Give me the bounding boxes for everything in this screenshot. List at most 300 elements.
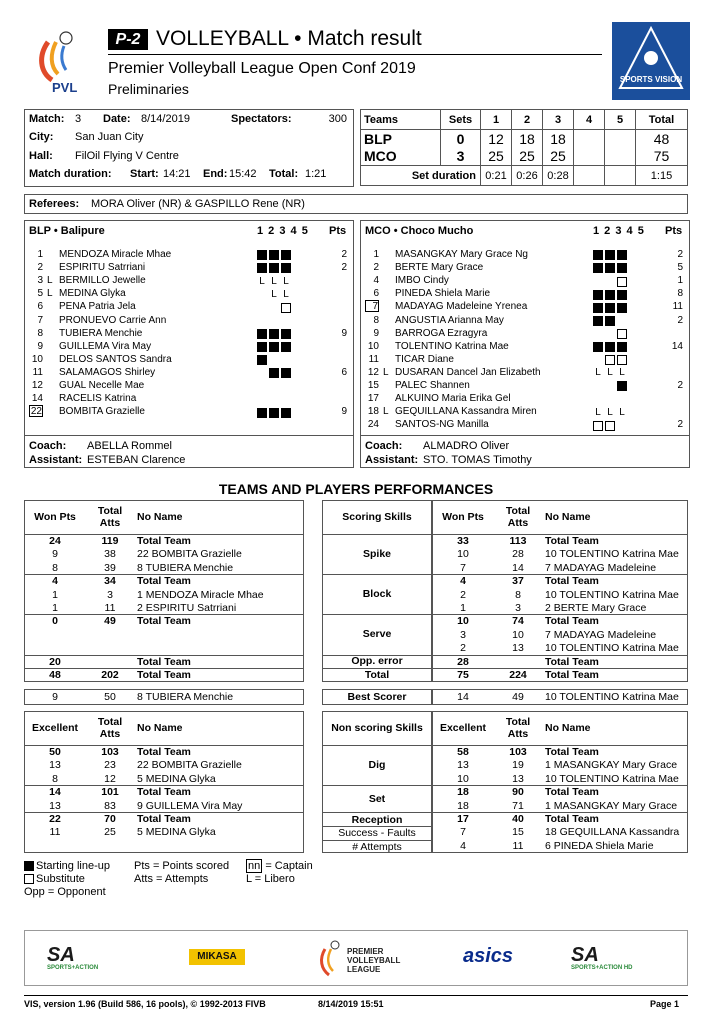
starting-square-icon bbox=[593, 250, 603, 260]
player-name: GUAL Necelle Mae bbox=[59, 380, 145, 391]
city-value: San Juan City bbox=[75, 131, 144, 143]
set-participation bbox=[257, 367, 293, 380]
hdr-set3: 3 bbox=[543, 110, 574, 130]
perf-value: 18 bbox=[457, 786, 469, 799]
player-number: 4 bbox=[373, 275, 379, 287]
skill-column-frame bbox=[322, 711, 432, 853]
player-name: MEDINA Glyka bbox=[59, 288, 126, 300]
player-points: 2 bbox=[677, 314, 683, 326]
right-table-frame bbox=[432, 711, 688, 853]
match-label: Match: bbox=[29, 113, 65, 125]
perf-value: 14 bbox=[512, 561, 524, 574]
player-row bbox=[361, 379, 689, 392]
perf-value: 8 bbox=[52, 772, 58, 785]
set-participation bbox=[257, 328, 293, 341]
starting-square-icon bbox=[281, 263, 291, 273]
set-participation bbox=[593, 419, 617, 432]
player-points: 2 bbox=[677, 419, 683, 431]
set-participation bbox=[593, 262, 629, 275]
team-a-assistant-label: Assistant: bbox=[29, 454, 83, 466]
set-participation bbox=[257, 288, 293, 301]
perf-name: Total Team bbox=[137, 655, 191, 668]
team-a-coach: ABELLA Rommel bbox=[87, 440, 172, 452]
starting-square-icon bbox=[605, 263, 615, 273]
libero-mark: L bbox=[283, 288, 289, 300]
player-row bbox=[25, 353, 353, 366]
set-duration-row bbox=[361, 166, 688, 186]
legend bbox=[24, 858, 424, 904]
perf-name: Total Team bbox=[545, 786, 599, 799]
starting-square-icon bbox=[593, 303, 603, 313]
set-participation bbox=[257, 301, 293, 314]
best-scorer-label: Best Scorer bbox=[347, 691, 407, 704]
legend-starting: Starting line-up bbox=[36, 860, 110, 872]
perf-value: 90 bbox=[512, 786, 524, 799]
starting-square-icon bbox=[605, 342, 615, 352]
player-points: 2 bbox=[677, 249, 683, 260]
player-row bbox=[361, 300, 689, 313]
starting-square-icon bbox=[605, 303, 615, 313]
skill-label: Dig bbox=[368, 759, 386, 772]
perf-name: Total Team bbox=[137, 746, 191, 758]
perf-value: 4 bbox=[460, 839, 466, 852]
asics-logo: asics bbox=[463, 945, 514, 967]
sports-vision-logo bbox=[612, 22, 690, 100]
perf-value: 24 bbox=[49, 535, 61, 547]
start-time: 14:21 bbox=[163, 168, 191, 180]
starting-square-icon bbox=[24, 861, 34, 871]
starting-square-icon bbox=[605, 250, 615, 260]
player-number: 15 bbox=[367, 380, 379, 391]
player-name: ALKUINO Maria Erika Gel bbox=[395, 393, 511, 405]
perf-value: 1 bbox=[460, 601, 466, 614]
perf-value: 7 bbox=[460, 826, 466, 839]
hdr-total: Total bbox=[636, 110, 688, 130]
starting-square-icon bbox=[593, 342, 603, 352]
substitute-square-icon bbox=[593, 421, 603, 431]
date-label: Date: bbox=[103, 113, 131, 125]
starting-square-icon bbox=[605, 290, 615, 300]
player-number: 17 bbox=[367, 393, 379, 405]
set-duration bbox=[574, 166, 605, 186]
perf-value: 17 bbox=[457, 813, 469, 825]
perf-header-cell: No Name bbox=[545, 722, 591, 734]
player-number: 2 bbox=[373, 262, 379, 274]
perf-name: Total Team bbox=[545, 615, 599, 628]
duration-label: Match duration: bbox=[29, 168, 112, 180]
libero-marker: L bbox=[47, 288, 53, 300]
player-row bbox=[25, 405, 353, 418]
referees-value: MORA Oliver (NR) & GASPILLO Rene (NR) bbox=[91, 198, 305, 210]
player-points: 2 bbox=[341, 262, 347, 274]
player-points: 1 bbox=[677, 275, 683, 287]
end-time: 15:42 bbox=[229, 168, 257, 180]
team-b-sets-header: 1 2 3 4 5 bbox=[593, 225, 645, 237]
total-label: Total: bbox=[269, 168, 299, 180]
player-name: PALEC Shannen bbox=[395, 380, 470, 391]
skill-column-frame bbox=[322, 500, 432, 682]
starting-square-icon bbox=[257, 355, 267, 365]
libero-mark: L bbox=[619, 406, 625, 418]
set-participation bbox=[257, 406, 293, 419]
starting-square-icon bbox=[281, 329, 291, 339]
divider bbox=[25, 435, 353, 436]
perf-name: 22 BOMBITA Grazielle bbox=[137, 548, 242, 561]
substitute-square-icon bbox=[617, 329, 627, 339]
perf-name: Total Team bbox=[137, 786, 191, 799]
perf-header-cell: Total Atts bbox=[97, 716, 123, 740]
footer-page: Page 1 bbox=[650, 999, 680, 1009]
starting-square-icon bbox=[617, 263, 627, 273]
mikasa-logo: MIKASA bbox=[189, 949, 245, 965]
performance-title: TEAMS AND PLAYERS PERFORMANCES bbox=[218, 481, 494, 497]
team-b-assistant-label: Assistant: bbox=[365, 454, 419, 466]
perf-header-cell: Non scoring Skills bbox=[331, 722, 423, 734]
player-row bbox=[25, 274, 353, 287]
set-participation bbox=[257, 262, 293, 275]
referees-label: Referees: bbox=[29, 198, 80, 210]
player-points: 5 bbox=[677, 262, 683, 274]
perf-name: 6 PINEDA Shiela Marie bbox=[545, 839, 654, 852]
player-row bbox=[25, 392, 353, 405]
player-row bbox=[361, 392, 689, 405]
player-number: 14 bbox=[31, 393, 43, 405]
player-row bbox=[361, 340, 689, 353]
reception-subtitle: Success - Faults bbox=[322, 826, 432, 839]
team-code: BLP bbox=[361, 130, 441, 148]
score-header-row bbox=[361, 110, 688, 130]
starting-square-icon bbox=[257, 263, 267, 273]
empty-set-slot bbox=[605, 381, 615, 391]
sets-won: 0 bbox=[441, 130, 481, 148]
perf-header-cell: Scoring Skills bbox=[342, 511, 412, 523]
player-name: GUILLEMA Vira May bbox=[59, 340, 152, 352]
footer-version: VIS, version 1.96 (Build 586, 16 pools), © 1992-2013 FIVB bbox=[24, 999, 266, 1009]
set-duration-label: Set duration bbox=[361, 166, 481, 186]
player-number: 3 bbox=[37, 275, 43, 287]
perf-value: 224 bbox=[509, 669, 527, 681]
player-row bbox=[361, 287, 689, 300]
empty-set-slot bbox=[269, 303, 279, 313]
phase-name: Preliminaries bbox=[108, 81, 189, 97]
perf-name: Total Team bbox=[545, 535, 599, 547]
player-name: PENA Patria Jela bbox=[59, 301, 136, 313]
skill-label: Set bbox=[368, 792, 386, 805]
substitute-square-icon bbox=[24, 874, 34, 884]
starting-square-icon bbox=[281, 368, 291, 378]
sets-won: 3 bbox=[441, 148, 481, 166]
team-b-assistant: STO. TOMAS Timothy bbox=[423, 454, 532, 466]
player-number: 7 bbox=[37, 314, 43, 326]
player-name: RACELIS Katrina bbox=[59, 393, 137, 405]
perf-value: 101 bbox=[101, 786, 119, 799]
perf-value: 3 bbox=[107, 588, 113, 601]
perf-value: 74 bbox=[512, 615, 524, 628]
total-time: 1:21 bbox=[305, 168, 327, 180]
match-number: 3 bbox=[75, 113, 82, 125]
spectators-label: Spectators: bbox=[231, 113, 292, 125]
perf-header-cell: Total Atts bbox=[505, 505, 531, 529]
perf-name: 1 MASANGKAY Mary Grace bbox=[545, 759, 678, 772]
player-number: 12 bbox=[367, 366, 379, 378]
set-duration: 0:21 bbox=[481, 166, 512, 186]
starting-square-icon bbox=[281, 250, 291, 260]
player-number: 18 bbox=[367, 406, 379, 418]
set-score bbox=[574, 130, 605, 148]
player-name: SALAMAGOS Shirley bbox=[59, 366, 156, 378]
player-row bbox=[25, 340, 353, 353]
empty-set-slot bbox=[593, 277, 603, 287]
starting-square-icon bbox=[257, 329, 267, 339]
player-name: IMBO Cindy bbox=[395, 275, 449, 287]
empty-set-slot bbox=[605, 277, 615, 287]
hdr-sets: Sets bbox=[441, 110, 481, 130]
best-scorer-value: 50 bbox=[104, 691, 116, 704]
libero-marker: L bbox=[47, 275, 53, 287]
team-a-name: BLP • Balipure bbox=[29, 225, 105, 237]
team-a-assistant: ESTEBAN Clarence bbox=[87, 454, 186, 466]
starting-square-icon bbox=[281, 408, 291, 418]
player-number: 6 bbox=[37, 301, 43, 313]
perf-name: 22 BOMBITA Grazielle bbox=[137, 759, 242, 772]
perf-header-cell: Won Pts bbox=[442, 511, 484, 523]
player-name: PRONUEVO Carrie Ann bbox=[59, 314, 167, 326]
set-participation bbox=[593, 367, 629, 380]
best-scorer-value: 14 bbox=[457, 691, 469, 704]
player-points: 11 bbox=[672, 301, 683, 313]
set-participation bbox=[593, 354, 629, 367]
player-row bbox=[25, 300, 353, 313]
set-score bbox=[605, 148, 636, 166]
libero-mark: L bbox=[607, 406, 613, 418]
skill-label: Total bbox=[364, 668, 390, 681]
player-number: 10 bbox=[367, 340, 379, 352]
player-name: MASANGKAY Mary Grace Ng bbox=[395, 249, 528, 260]
player-row bbox=[25, 379, 353, 392]
starting-square-icon bbox=[617, 381, 627, 391]
player-row bbox=[361, 248, 689, 261]
set-duration: 0:26 bbox=[512, 166, 543, 186]
right-table-frame bbox=[432, 500, 688, 682]
starting-square-icon bbox=[269, 329, 279, 339]
footer-datetime: 8/14/2019 15:51 bbox=[318, 999, 384, 1009]
hdr-set2: 2 bbox=[512, 110, 543, 130]
sports-vision-text: SPORTS VISION bbox=[619, 75, 683, 84]
libero-mark: L bbox=[283, 275, 289, 287]
skill-label: Serve bbox=[362, 628, 392, 641]
sponsor-bar bbox=[24, 930, 688, 986]
set-score bbox=[605, 130, 636, 148]
perf-value: 34 bbox=[104, 575, 116, 588]
perf-value: 3 bbox=[515, 601, 521, 614]
perf-header-cell: Total Atts bbox=[505, 716, 531, 740]
city-label: City: bbox=[29, 131, 54, 143]
empty-set-slot bbox=[257, 368, 267, 378]
perf-name: 10 TOLENTINO Katrina Mae bbox=[545, 588, 679, 601]
player-number: 1 bbox=[37, 249, 43, 260]
hall-label: Hall: bbox=[29, 150, 53, 162]
footer-rule bbox=[24, 995, 688, 996]
set-score: 18 bbox=[512, 130, 543, 148]
player-number: 8 bbox=[37, 327, 43, 339]
perf-name: 18 GEQUILLANA Kassandra bbox=[545, 826, 680, 839]
left-table-frame bbox=[24, 711, 304, 853]
perf-value: 28 bbox=[457, 655, 469, 668]
set-participation bbox=[593, 301, 629, 314]
player-row bbox=[361, 366, 689, 379]
hdr-set4: 4 bbox=[574, 110, 605, 130]
perf-value: 19 bbox=[512, 759, 524, 772]
perf-name: 1 MENDOZA Miracle Mhae bbox=[137, 588, 264, 601]
team-b-coach: ALMADRO Oliver bbox=[423, 440, 510, 452]
player-row bbox=[25, 261, 353, 274]
skill-label: Spike bbox=[362, 548, 391, 561]
player-number: 8 bbox=[373, 314, 379, 326]
perf-value: 14 bbox=[49, 786, 61, 799]
substitute-square-icon bbox=[605, 355, 615, 365]
perf-value: 9 bbox=[52, 548, 58, 561]
starting-square-icon bbox=[257, 408, 267, 418]
perf-value: 70 bbox=[104, 813, 116, 825]
libero-mark: L bbox=[619, 367, 625, 379]
perf-value: 103 bbox=[509, 746, 527, 758]
perf-value: 10 bbox=[457, 772, 469, 785]
perf-value: 10 bbox=[457, 615, 469, 628]
legend-pts: Pts = Points scored bbox=[134, 860, 230, 872]
player-points: 8 bbox=[677, 288, 683, 300]
set-participation bbox=[593, 341, 629, 354]
divider bbox=[361, 435, 689, 436]
spectators-value: 300 bbox=[328, 113, 347, 125]
best-scorer-value: 8 TUBIERA Menchie bbox=[137, 691, 234, 704]
perf-value: 20 bbox=[49, 655, 61, 668]
team-a-roster bbox=[24, 220, 354, 468]
sports-action-hd-text: SPORTS+ACTION HD bbox=[571, 965, 633, 971]
hall-value: FilOil Flying V Centre bbox=[75, 150, 179, 162]
perf-value: 4 bbox=[460, 575, 466, 588]
perf-name: 2 ESPIRITU Satrriani bbox=[137, 601, 237, 614]
skill-label: Reception bbox=[351, 814, 403, 826]
player-row bbox=[361, 261, 689, 274]
perf-value: 12 bbox=[104, 772, 116, 785]
player-number: 9 bbox=[373, 327, 379, 339]
sports-action-text: SPORTS+ACTION bbox=[47, 965, 99, 971]
libero-marker: L bbox=[383, 366, 389, 378]
perf-name: 10 TOLENTINO Katrina Mae bbox=[545, 772, 679, 785]
hdr-set5: 5 bbox=[605, 110, 636, 130]
player-name: DELOS SANTOS Sandra bbox=[59, 353, 172, 365]
perf-value: 58 bbox=[457, 746, 469, 758]
perf-name: Total Team bbox=[545, 575, 599, 588]
player-name: BOMBITA Grazielle bbox=[59, 406, 145, 418]
perf-value: 39 bbox=[104, 561, 116, 574]
perf-value: 83 bbox=[104, 799, 116, 812]
perf-value: 3 bbox=[460, 628, 466, 641]
libero-mark: L bbox=[271, 288, 277, 300]
player-points: 2 bbox=[341, 249, 347, 260]
perf-name: 10 TOLENTINO Katrina Mae bbox=[545, 642, 679, 655]
page-title: VOLLEYBALL • Match result bbox=[156, 27, 422, 50]
perf-value: 202 bbox=[101, 669, 119, 681]
perf-value: 25 bbox=[104, 826, 116, 839]
score-row-blp bbox=[361, 130, 688, 148]
captain-box: nn bbox=[248, 860, 261, 872]
perf-header-cell: No Name bbox=[137, 722, 183, 734]
player-name: MADAYAG Madeleine Yrenea bbox=[395, 301, 528, 313]
total-points: 48 bbox=[653, 130, 670, 147]
best-scorer-value: 49 bbox=[512, 691, 524, 704]
set-participation bbox=[593, 288, 629, 301]
legend-opp: Opp = Opponent bbox=[24, 886, 106, 898]
player-name: SANTOS-NG Manilla bbox=[395, 419, 489, 431]
empty-set-slot bbox=[593, 381, 603, 391]
perf-value: 11 bbox=[104, 601, 116, 614]
starting-square-icon bbox=[593, 263, 603, 273]
perf-value: 8 bbox=[52, 561, 58, 574]
team-a-sets-header: 1 2 3 4 5 bbox=[257, 225, 309, 237]
player-name: BARROGA Ezragyra bbox=[395, 327, 488, 339]
set-score: 25 bbox=[543, 148, 574, 166]
team-b-coach-label: Coach: bbox=[365, 440, 403, 452]
set-participation bbox=[257, 249, 293, 262]
substitute-square-icon bbox=[617, 277, 627, 287]
player-points: 6 bbox=[341, 366, 347, 378]
perf-value: 7 bbox=[460, 561, 466, 574]
skill-label: Block bbox=[362, 588, 392, 601]
header-rule bbox=[108, 54, 602, 55]
perf-name: 5 MEDINA Glyka bbox=[137, 772, 216, 785]
total-points: 75 bbox=[653, 148, 670, 165]
page-badge: P-2 bbox=[108, 29, 148, 50]
player-name: DUSARAN Dancel Jan Elizabeth bbox=[395, 366, 541, 378]
sports-action-logo: SA SPORTS+ACTION bbox=[47, 945, 117, 971]
perf-name: Total Team bbox=[545, 669, 599, 681]
perf-value: 50 bbox=[49, 746, 61, 758]
player-row bbox=[361, 418, 689, 431]
player-name: BERMILLO Jewelle bbox=[59, 275, 146, 287]
perf-name: Total Team bbox=[137, 669, 191, 681]
player-row bbox=[361, 274, 689, 287]
player-row bbox=[25, 327, 353, 340]
set-participation bbox=[593, 315, 617, 328]
set-duration-total: 1:15 bbox=[650, 169, 673, 182]
libero-mark: L bbox=[595, 406, 601, 418]
player-name: PINEDA Shiela Marie bbox=[395, 288, 491, 300]
team-b-name: MCO • Choco Mucho bbox=[365, 225, 474, 237]
player-number: 9 bbox=[37, 340, 43, 352]
set-participation bbox=[593, 275, 629, 288]
hdr-set1: 1 bbox=[481, 110, 512, 130]
perf-value: 13 bbox=[49, 799, 61, 812]
player-number: 1 bbox=[373, 249, 379, 260]
set-participation bbox=[257, 341, 293, 354]
perf-name: Total Team bbox=[137, 813, 191, 825]
set-score: 25 bbox=[512, 148, 543, 166]
starting-square-icon bbox=[269, 408, 279, 418]
set-participation bbox=[593, 380, 629, 393]
pvl-logo-text: PVL bbox=[52, 80, 78, 95]
set-participation bbox=[593, 328, 629, 341]
best-scorer-value: 10 TOLENTINO Katrina Mae bbox=[545, 691, 679, 704]
team-a-pts-header: Pts bbox=[329, 225, 347, 237]
set-score: 25 bbox=[481, 148, 512, 166]
perf-name: Total Team bbox=[545, 655, 599, 668]
sports-action-hd-logo: SA SPORTS+ACTION HD bbox=[571, 945, 661, 973]
libero-marker: L bbox=[383, 406, 389, 418]
perf-value: 8 bbox=[515, 588, 521, 601]
legend-atts: Atts = Attempts bbox=[134, 873, 209, 885]
legend-libero: L = Libero bbox=[246, 873, 295, 885]
